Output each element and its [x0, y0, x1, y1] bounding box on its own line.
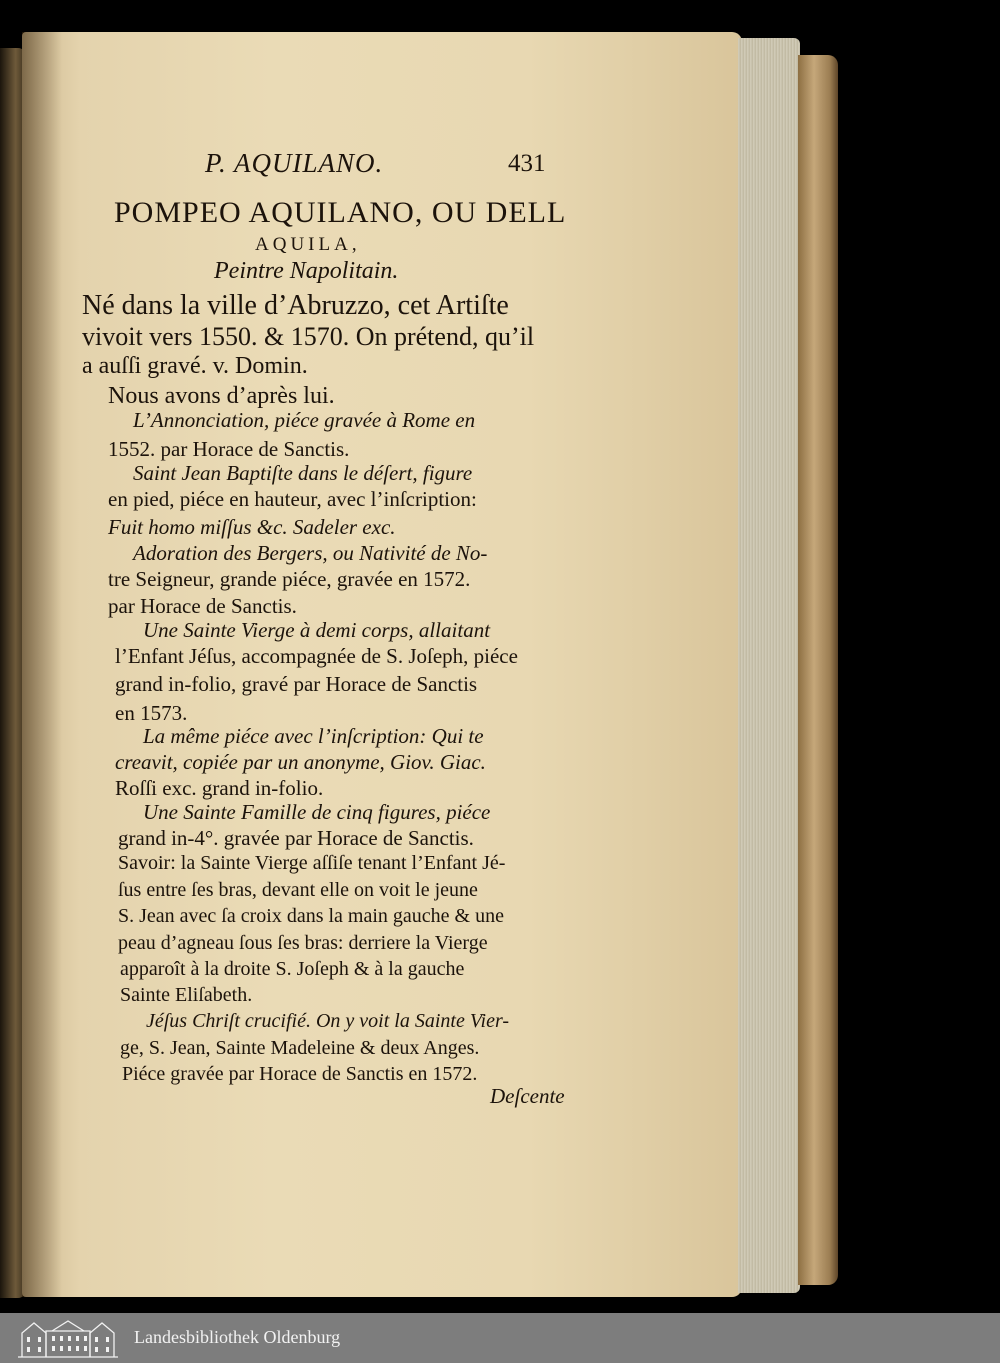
text-line: Jéſus Chriſt crucifié. On y voit la Sainte Vier-	[146, 1010, 510, 1032]
text-line: vivoit vers 1550. & 1570. On prétend, qu’il	[82, 322, 535, 351]
text-line: ge, S. Jean, Sainte Madeleine & deux Anges.	[120, 1037, 480, 1059]
text-line: Né dans la ville d’Abruzzo, cet Artiſte	[82, 290, 509, 321]
page-number: 431	[508, 150, 546, 177]
text-line: Savoir: la Sainte Vierge aſſiſe tenant l’Enfant Jé-	[118, 852, 506, 874]
page-gutter-shadow	[22, 32, 62, 1297]
text-line: La même piéce avec l’inſcription: Qui te	[143, 724, 484, 748]
text-line: Piéce gravée par Horace de Sanctis en 1572.	[122, 1063, 478, 1085]
text-line: en 1573.	[115, 701, 188, 725]
text-line: S. Jean avec ſa croix dans la main gauche & une	[118, 905, 504, 927]
text-line: en pied, piéce en hauteur, avec l’inſcription:	[108, 487, 477, 511]
entry-title-continued: AQUILA,	[255, 234, 361, 255]
text-line: par Horace de Sanctis.	[108, 594, 297, 618]
catchword: Deſcente	[490, 1084, 565, 1108]
text-line: Sainte Eliſabeth.	[120, 984, 253, 1006]
text-line: apparoît à la droite S. Joſeph & à la gauche	[120, 958, 465, 980]
page-block-edge	[738, 38, 800, 1293]
library-name: Landesbibliothek Oldenburg	[134, 1327, 341, 1347]
book-cover-edge	[798, 55, 838, 1285]
text-line: grand in-folio, gravé par Horace de Sanctis	[115, 672, 478, 696]
text-line: Adoration des Bergers, ou Nativité de No-	[133, 541, 488, 565]
text-line: l’Enfant Jéſus, accompagnée de S. Joſeph, piéce	[115, 644, 518, 668]
text-line: L’Annonciation, piéce gravée à Rome en	[133, 408, 476, 432]
text-line: peau d’agneau ſous ſes bras: derriere la Vierge	[118, 932, 488, 954]
text-line: 1552. par Horace de Sanctis.	[108, 437, 350, 461]
text-line: Une Sainte Vierge à demi corps, allaitant	[143, 618, 491, 642]
text-line: Une Sainte Famille de cinq figures, piéce	[143, 800, 491, 824]
text-line: ſus entre ſes bras, devant elle on voit le jeune	[118, 879, 478, 901]
text-line: Roſſi exc. grand in-folio.	[115, 776, 324, 800]
library-building-icon	[16, 1317, 120, 1359]
text-line: Nous avons d’après lui.	[108, 383, 335, 409]
text-line: tre Seigneur, grande piéce, gravée en 1572.	[108, 567, 471, 591]
running-head: P. AQUILANO.	[205, 148, 384, 178]
text-line: Fuit homo miſſus &c. Sadeler exc.	[108, 515, 396, 539]
text-line: grand in-4°. gravée par Horace de Sanctis.	[118, 826, 474, 850]
text-line: Saint Jean Baptiſte dans le déſert, figure	[133, 461, 473, 485]
entry-title: POMPEO AQUILANO, OU DELL	[114, 196, 567, 229]
text-line: a auſſi gravé. v. Domin.	[82, 353, 308, 379]
text-line: creavit, copiée par un anonyme, Giov. Giac.	[115, 750, 486, 774]
footer-bar	[0, 1313, 1000, 1363]
entry-subtitle: Peintre Napolitain.	[214, 258, 399, 284]
